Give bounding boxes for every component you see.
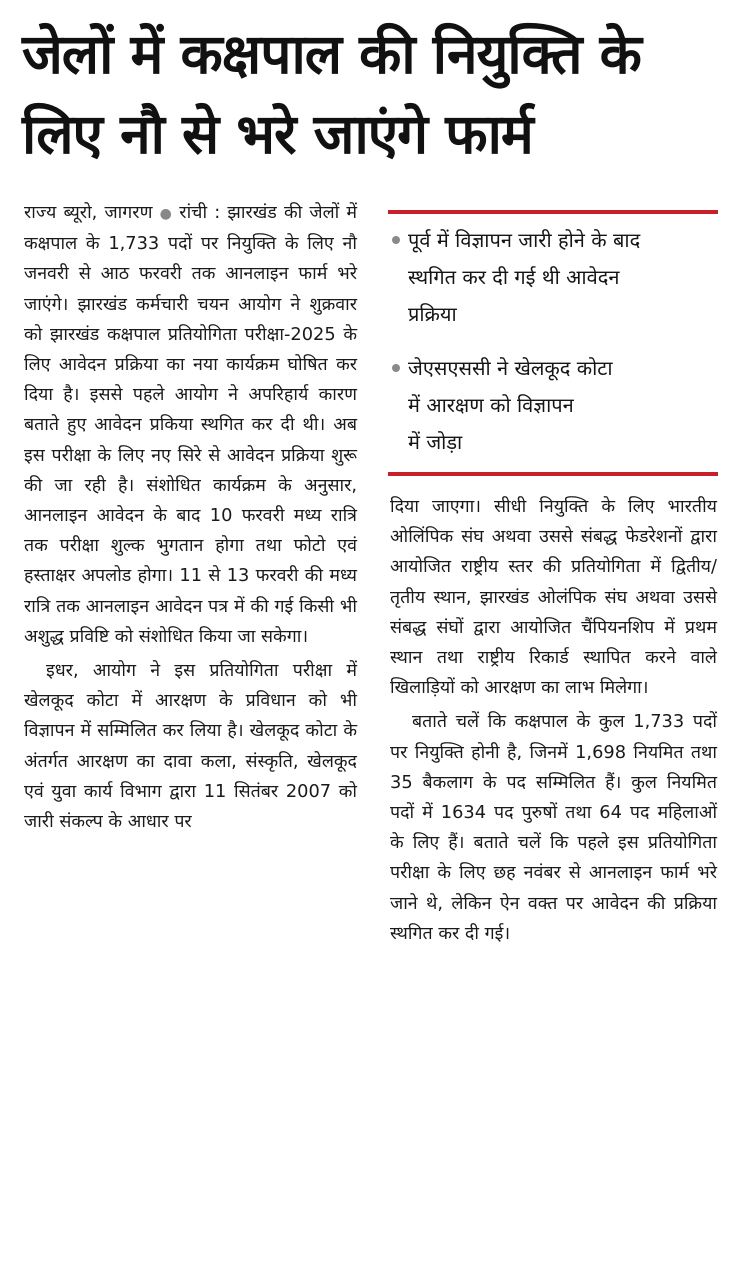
bottom-red-rule — [388, 472, 718, 476]
highlight-2-line-2: में आरक्षण को विज्ञापन — [408, 393, 574, 417]
article-column-right — [390, 492, 717, 949]
highlight-2-line-3: में जोड़ा — [408, 430, 463, 454]
headline — [22, 14, 722, 174]
headline-line-2: लिए नौ से भरे जाएंगे फार्म — [22, 102, 533, 166]
dateline: राज्य ब्यूरो, जागरण — [24, 202, 153, 223]
highlights-box — [388, 210, 718, 478]
separator-dot-icon: ● — [159, 206, 180, 222]
bullet-icon — [392, 236, 400, 244]
highlight-item-1 — [392, 222, 712, 333]
article-column-left — [24, 198, 357, 837]
article-paragraph-3: दिया जाएगा। सीधी नियुक्ति के लिए भारतीय ओलिंपिक संघ अथवा उससे संबद्ध फेडरेशनों द्वारा आयोजित राष्ट्रीय स्तर की प्रतियोगिता में द्वितीय/तृतीय स्थान, झारखंड ओलंपिक संघ अथवा उससे संबद्ध संघों द्वारा आयोजित चैंपियनशिप में प्रथम स्थान तथा राष्ट्रीय रिकार्ड स्थापित करने वाले खिलाड़ियों को आरक्षण का लाभ मिलेगा। — [390, 496, 717, 699]
bullet-icon — [392, 364, 400, 372]
article-paragraph-4: बताते चलें कि कक्षपाल के कुल 1,733 पदों पर नियुक्ति होनी है, जिनमें 1,698 नियमित तथा 35 बैकलाग के पद सम्मिलित हैं। कुल नियमित पदों में 1634 पद पुरुषों तथा 64 पद महिलाओं के लिए हैं। बताते चलें कि पहले इस प्रतियोगिता परीक्षा के लिए छह नवंबर से आनलाइन फार्म भरे जाने थे, लेकिन ऐन वक्त पर आवेदन की प्रक्रिया स्थगित कर दी गई। — [390, 711, 717, 944]
highlight-2-line-1: जेएसएससी ने खेलकूद कोटा — [408, 356, 613, 380]
highlight-item-2 — [392, 350, 712, 461]
article-paragraph-1 — [24, 198, 357, 652]
headline-line-1: जेलों में कक्षपाल की नियुक्ति के — [22, 22, 641, 86]
highlight-1-line-3: प्रक्रिया — [408, 302, 457, 326]
location: रांची : — [179, 202, 221, 223]
top-red-rule — [388, 210, 718, 214]
highlight-1-line-2: स्थगित कर दी गई थी आवेदन — [408, 265, 620, 289]
highlight-1-line-1: पूर्व में विज्ञापन जारी होने के बाद — [408, 228, 641, 252]
article-paragraph-2: इधर, आयोग ने इस प्रतियोगिता परीक्षा में खेलकूद कोटा में आरक्षण के प्रविधान को भी विज्ञापन में सम्मिलित कर लिया है। खेलकूद कोटा के अंतर्गत आरक्षण का दावा कला, संस्कृति, खेलकूद एवं युवा कार्य विभाग द्वारा 11 सितंबर 2007 को जारी संकल्प के आधार पर — [24, 660, 357, 833]
paragraph-1-text: झारखंड की जेलों में कक्षपाल के 1,733 पदों पर नियुक्ति के लिए नौ जनवरी से आठ फरवरी तक आनलाइन फार्म भरे जाएंगे। झारखंड कर्मचारी चयन आयोग ने शुक्रवार को झारखंड कक्षपाल प्रतियोगिता परीक्षा-2025 के लिए आवेदन प्रक्रिया का नया कार्यक्रम घोषित कर दिया है। इससे पहले आयोग ने अपरिहार्य कारण बताते हुए आवेदन प्रकिया स्थगित कर दी थी। अब इस परीक्षा के लिए नए सिरे से आवेदन प्रक्रिया शुरू की जा रही है। संशोधित कार्यक्रम के अनुसार, आनलाइन आवेदन के बाद 10 फरवरी मध्य रात्रि तक परीक्षा शुल्क भुगतान होगा तथा फोटो एवं हस्ताक्षर अपलोड होगा। 11 से 13 फरवरी की मध्य रात्रि तक आनलाइन आवेदन पत्र में की गई किसी भी अशुद्ध प्रविष्टि को संशोधित किया जा सकेगा। — [24, 202, 358, 647]
